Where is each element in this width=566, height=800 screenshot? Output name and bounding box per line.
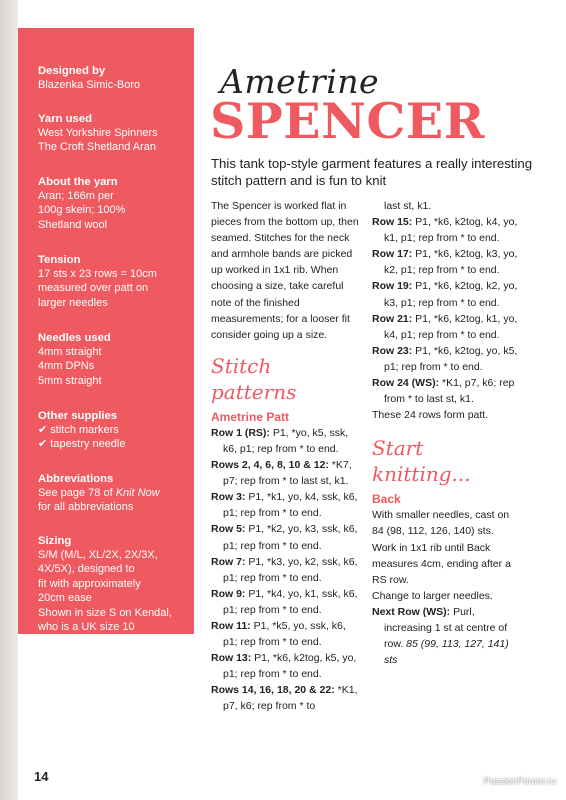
sizing-line: 20cm ease bbox=[38, 592, 92, 605]
yarn-line: West Yorkshire Spinners bbox=[38, 127, 158, 139]
designer-name: Blazenka Simic-Boro bbox=[38, 79, 141, 91]
supplies-line: ✔ stitch markers bbox=[38, 424, 119, 436]
pattern-row bbox=[372, 246, 522, 278]
row-text: P1, *k6, k2tog, k2, yo, k3, p1; rep from * to end. bbox=[384, 280, 518, 309]
row-label: Row 1 (RS): bbox=[211, 426, 270, 439]
row-label: Row 13: bbox=[211, 652, 252, 665]
supplies-line: ✔ tapestry needle bbox=[38, 438, 126, 451]
stitch-patterns-heading: Stitch patterns bbox=[211, 353, 297, 404]
watermark: PassionForum.ru bbox=[483, 776, 556, 787]
back-instruction: With smaller needles, cast on 84 (98, 112, 126, 140) sts. bbox=[372, 509, 510, 538]
sizing-line: S/M (M/L, XL/2X, 2X/3X, bbox=[38, 549, 158, 561]
sizing-section bbox=[38, 534, 188, 634]
about-yarn-line: 100g skein; 100% bbox=[38, 204, 126, 217]
row-text: P1, *k6, k2tog, k1, yo, k4, p1; rep from * to end. bbox=[384, 312, 518, 341]
row-label: Row 9: bbox=[211, 587, 246, 600]
abbreviations-section bbox=[38, 472, 188, 515]
row-text: P1, *k6, k2tog, yo, k5, p1; rep from * to end. bbox=[384, 344, 518, 373]
abbreviations-line bbox=[38, 486, 188, 500]
sizing-heading: Sizing bbox=[38, 535, 72, 547]
sizing-line: Shown in size S on Kendal, bbox=[38, 606, 172, 619]
row-label: Row 3: bbox=[211, 491, 246, 504]
needles-line: 4mm DPNs bbox=[38, 360, 95, 373]
row-text: P1, *k2, yo, k3, ssk, k6, p1; rep from * to end. bbox=[223, 523, 358, 552]
pattern-row bbox=[211, 554, 361, 586]
pattern-row bbox=[372, 214, 522, 246]
tension-section bbox=[38, 253, 188, 310]
row-continuation: last st, k1. bbox=[384, 200, 432, 212]
abbreviations-text: See page 78 of bbox=[38, 487, 113, 499]
pattern-row bbox=[211, 489, 361, 521]
magazine-name: Knit Now bbox=[115, 487, 160, 499]
pattern-row bbox=[211, 586, 361, 618]
intro-paragraph: The Spencer is worked flat in pieces from the bottom up, then seamed. Stitches for the neck and armhole bands are picked up worked in 1x1 rib. When choosing a size, take careful note of the finished measurements; for a looser fit consider going up a size. bbox=[211, 200, 359, 341]
row-text: *K1, p7, k6; rep from * to last st, k1. bbox=[384, 377, 515, 406]
row-text: P1, *k6, k2tog, k3, yo, k2, p1; rep from * to end. bbox=[384, 248, 518, 277]
supplies-section bbox=[38, 409, 188, 452]
row-text: P1, *k1, yo, k4, ssk, k6, p1; rep from * to end. bbox=[223, 491, 358, 520]
sizing-line: 4X/5X), designed to bbox=[38, 563, 135, 576]
back-heading: Back bbox=[372, 492, 401, 507]
abbreviations-line: for all abbreviations bbox=[38, 501, 134, 514]
needles-line: 4mm straight bbox=[38, 346, 102, 358]
pattern-row bbox=[211, 457, 361, 489]
row-label: Row 19: bbox=[372, 280, 413, 293]
row-text: P1, *k6, k2tog, k5, yo, p1; rep from * to end. bbox=[223, 652, 357, 681]
pattern-summary: These 24 rows form patt. bbox=[372, 409, 489, 422]
row-label: Rows 14, 16, 18, 20 & 22: bbox=[211, 684, 335, 697]
designed-by-section bbox=[38, 64, 188, 92]
tension-line: 17 sts x 23 rows = 10cm bbox=[38, 268, 157, 280]
row-text: Purl, increasing 1 st at centre of row. bbox=[384, 605, 508, 651]
pattern-row bbox=[211, 650, 361, 682]
about-yarn-line: Aran; 166m per bbox=[38, 190, 114, 202]
yarn-section bbox=[38, 112, 188, 155]
row-label: Row 23: bbox=[372, 344, 413, 357]
yarn-line: The Croft Shetland Aran bbox=[38, 141, 157, 154]
abbreviations-heading: Abbreviations bbox=[38, 473, 114, 485]
pattern-row bbox=[372, 375, 522, 407]
ametrine-patt-heading: Ametrine Patt bbox=[211, 409, 290, 424]
row-label: Row 15: bbox=[372, 216, 413, 229]
about-yarn-heading: About the yarn bbox=[38, 176, 118, 188]
pattern-row bbox=[211, 425, 361, 457]
pattern-row bbox=[211, 682, 361, 714]
pattern-row bbox=[372, 343, 522, 375]
pattern-title: SPENCER bbox=[210, 92, 485, 150]
back-instruction: Work in 1x1 rib until Back measures 4cm, ending after a RS row. bbox=[372, 541, 511, 586]
stitch-count: 85 (99, 113, 127, 141) sts bbox=[384, 638, 509, 667]
pattern-row bbox=[372, 311, 522, 343]
pattern-rows-left bbox=[211, 425, 361, 715]
next-row-instruction bbox=[372, 604, 522, 668]
column-right bbox=[372, 198, 522, 668]
row-label: Row 11: bbox=[211, 619, 251, 632]
designed-by-heading: Designed by bbox=[38, 65, 106, 77]
row-label: Row 24 (WS): bbox=[372, 377, 440, 390]
row-label: Row 21: bbox=[372, 312, 413, 325]
about-yarn-line: Shetland wool bbox=[38, 218, 108, 231]
tension-line: larger needles bbox=[38, 296, 108, 309]
row-text: P1, *k6, k2tog, k4, yo, k1, p1; rep from * to end. bbox=[384, 216, 518, 245]
supplies-heading: Other supplies bbox=[38, 410, 118, 422]
sizing-line: who is a UK size 10 bbox=[38, 621, 135, 634]
back-instruction: Change to larger needles. bbox=[372, 589, 493, 602]
sizing-line: fit with approximately bbox=[38, 577, 141, 590]
needles-heading: Needles used bbox=[38, 332, 111, 344]
needles-line: 5mm straight bbox=[38, 374, 102, 387]
row-text: P1, *k3, yo, k2, ssk, k6, p1; rep from * to end. bbox=[223, 555, 358, 584]
pattern-row bbox=[211, 521, 361, 553]
start-knitting-heading: Start knitting... bbox=[372, 436, 471, 487]
yarn-heading: Yarn used bbox=[38, 113, 92, 125]
tension-heading: Tension bbox=[38, 254, 81, 266]
pattern-kicker: Ametrine bbox=[220, 62, 380, 101]
page-number: 14 bbox=[34, 769, 49, 784]
pattern-row bbox=[372, 278, 522, 310]
row-label: Next Row (WS): bbox=[372, 605, 451, 618]
row-text: P1, *k5, yo, ssk, k6, p1; rep from * to end. bbox=[223, 619, 346, 649]
row-text: P1, *k4, yo, k1, ssk, k6, p1; rep from * to end. bbox=[223, 587, 358, 616]
pattern-rows-right bbox=[372, 214, 522, 407]
row-text: *K1, p7, k6; rep from * to bbox=[223, 684, 358, 713]
row-text: *K7, p7; rep from * to last st, k1. bbox=[223, 459, 352, 488]
tension-line: measured over patt on bbox=[38, 282, 149, 295]
row-text: P1, *yo, k5, ssk, k6, p1; rep from * to end. bbox=[223, 426, 349, 455]
row-label: Row 5: bbox=[211, 523, 246, 536]
needles-section bbox=[38, 331, 188, 388]
row-label: Row 7: bbox=[211, 555, 246, 568]
pattern-row bbox=[211, 618, 361, 650]
column-left bbox=[211, 198, 361, 715]
standfirst: This tank top-style garment features a really interesting stitch pattern and is fun to knit bbox=[211, 156, 533, 188]
row-label: Row 17: bbox=[372, 248, 413, 261]
about-yarn-section bbox=[38, 175, 188, 232]
row-label: Rows 2, 4, 6, 8, 10 & 12: bbox=[211, 459, 329, 472]
